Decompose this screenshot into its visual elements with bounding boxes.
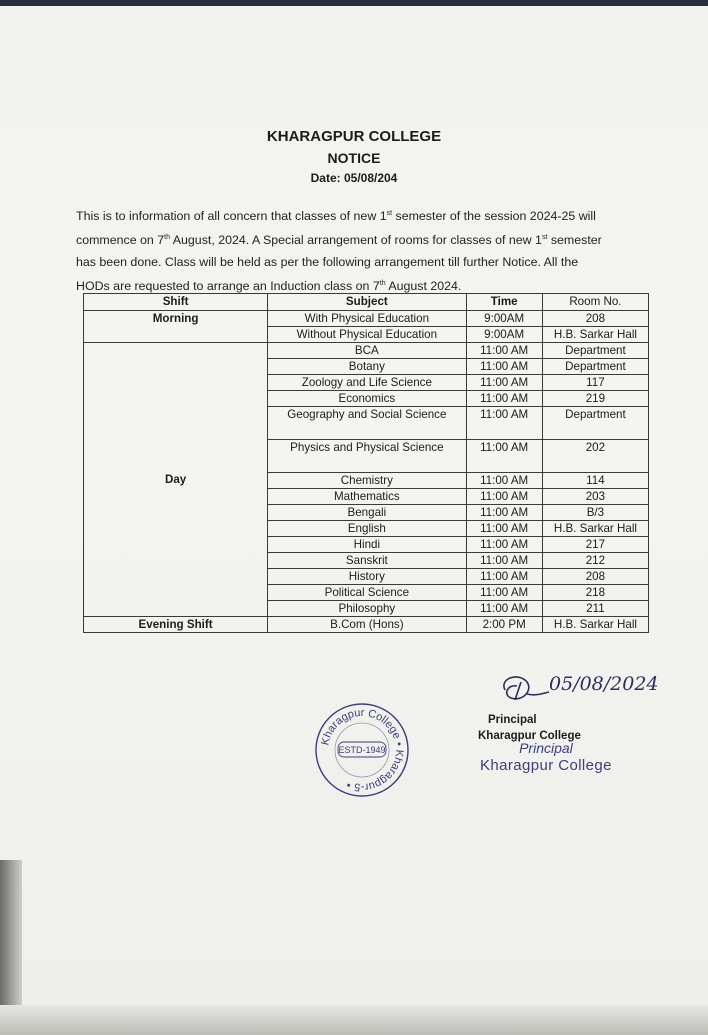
time-cell: 11:00 AM [466,585,542,601]
time-cell: 11:00 AM [466,553,542,569]
subject-cell: Sanskrit [268,553,466,569]
time-cell: 11:00 AM [466,359,542,375]
body-line-2: commence on 7th August, 2024. A Special arrangement of rooms for classes of new 1st semester [76,233,602,248]
time-cell: 11:00 AM [466,569,542,585]
header-time: Time [466,294,542,311]
time-cell: 2:00 PM [466,617,542,633]
subject-cell: Mathematics [268,489,466,505]
table-row [84,343,649,359]
room-cell: Department [542,407,648,440]
college-name: KHARAGPUR COLLEGE [266,128,442,145]
header-room: Room No. [542,294,648,311]
shift-cell: Morning [84,311,268,343]
room-cell: 203 [542,489,648,505]
subject-cell: Economics [268,391,466,407]
shift-cell: Evening Shift [84,617,268,633]
college-seal [312,700,412,800]
time-cell: 11:00 AM [466,440,542,473]
schedule-table [83,293,649,633]
table-row [84,617,649,633]
time-cell: 11:00 AM [466,343,542,359]
room-cell: 217 [542,537,648,553]
room-cell: H.B. Sarkar Hall [542,617,648,633]
top-edge [0,0,708,6]
subject-cell: Without Physical Education [268,327,466,343]
room-cell: B/3 [542,505,648,521]
table-header-row [84,294,649,311]
room-cell: Department [542,359,648,375]
time-cell: 11:00 AM [466,601,542,617]
subject-cell: Physics and Physical Science [268,440,466,473]
time-cell: 11:00 AM [466,391,542,407]
room-cell: 218 [542,585,648,601]
subject-cell: Chemistry [268,473,466,489]
signature-date: 05/08/2024 [549,673,659,695]
time-cell: 9:00AM [466,327,542,343]
notice-date: Date: 05/08/204 [310,171,398,185]
subject-cell: With Physical Education [268,311,466,327]
time-cell: 11:00 AM [466,473,542,489]
principal-stamp [480,740,612,774]
time-cell: 11:00 AM [466,537,542,553]
principal-college: Kharagpur College [478,730,581,742]
subject-cell: Bengali [268,505,466,521]
body-line-1: This is to information of all concern that classes of new 1st semester of the session 2024-25 will [76,209,596,224]
notice-body [76,203,636,297]
shift-cell: Day [84,343,268,617]
subject-cell: Political Science [268,585,466,601]
subject-cell: Geography and Social Science [268,407,466,440]
subject-cell: Botany [268,359,466,375]
time-cell: 11:00 AM [466,505,542,521]
room-cell: 114 [542,473,648,489]
time-cell: 11:00 AM [466,375,542,391]
room-cell: 117 [542,375,648,391]
subject-cell: History [268,569,466,585]
subject-cell: Hindi [268,537,466,553]
header-subject: Subject [268,294,466,311]
subject-cell: B.Com (Hons) [268,617,466,633]
room-cell: H.B. Sarkar Hall [542,327,648,343]
room-cell: Department [542,343,648,359]
time-cell: 11:00 AM [466,489,542,505]
room-cell: H.B. Sarkar Hall [542,521,648,537]
table-row [84,311,649,327]
principal-title: Principal [488,714,537,726]
stamp-title: Principal [519,740,573,756]
room-cell: 211 [542,601,648,617]
room-cell: 208 [542,569,648,585]
notice-title: NOTICE [327,150,381,166]
stamp-college: Kharagpur College [480,757,612,774]
subject-cell: BCA [268,343,466,359]
header-shift: Shift [84,294,268,311]
page-bottom-shadow [0,1005,708,1035]
subject-cell: Philosophy [268,601,466,617]
room-cell: 212 [542,553,648,569]
body-line-4: HODs are requested to arrange an Induction class on 7th August 2024. [76,279,462,294]
seal-center-text: ESTD-1949 [338,745,386,755]
room-cell: 219 [542,391,648,407]
time-cell: 11:00 AM [466,521,542,537]
seal-ring-text: Kharagpur College • Kharagpur-5 • [319,706,406,794]
time-cell: 11:00 AM [466,407,542,440]
time-cell: 9:00AM [466,311,542,327]
body-line-3: has been done. Class will be held as per the following arrangement till further Notice. All the [76,255,579,270]
room-cell: 202 [542,440,648,473]
subject-cell: Zoology and Life Science [268,375,466,391]
room-cell: 208 [542,311,648,327]
subject-cell: English [268,521,466,537]
